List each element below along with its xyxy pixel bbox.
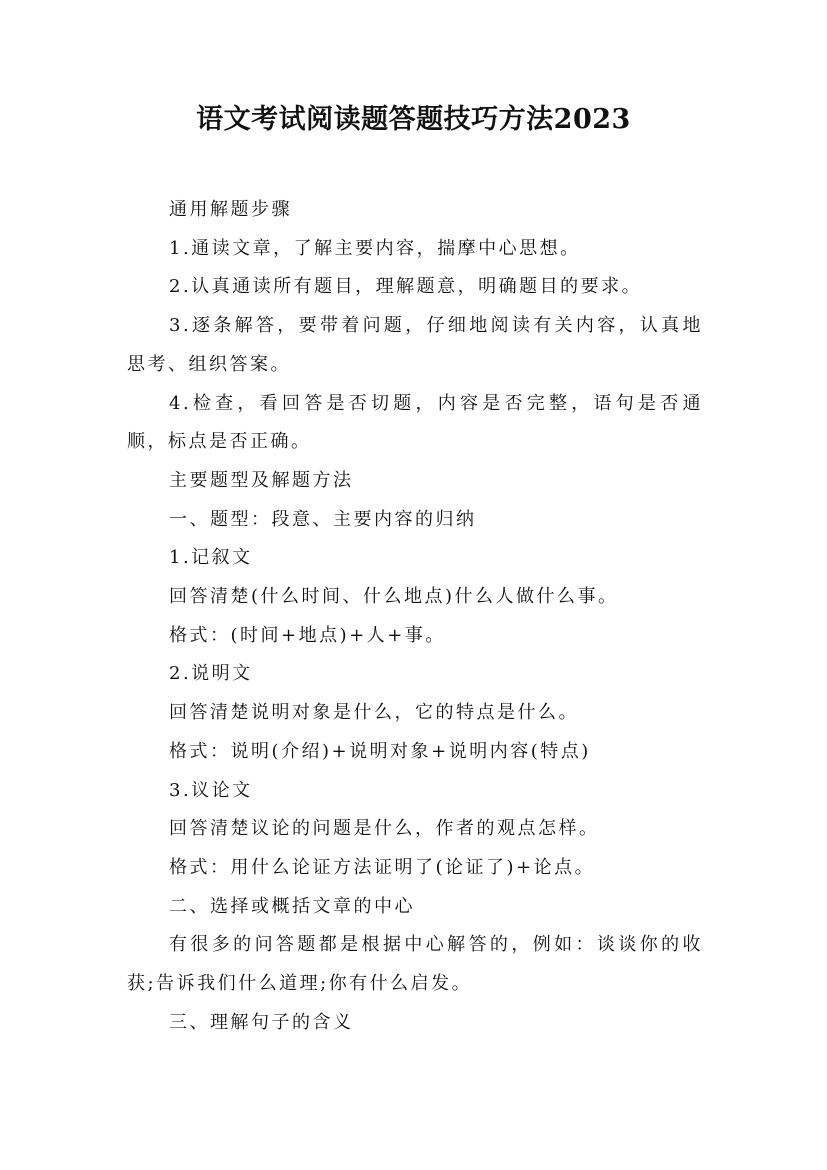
paragraph: 3.议论文 (169, 779, 253, 801)
paragraph: 格式：(时间+地点)+人+事。 (169, 624, 446, 646)
paragraph: 2.认真通读所有题目，理解题意，明确题目的要求。 (169, 276, 643, 298)
paragraph: 1.记叙文 (169, 547, 253, 569)
paragraph: 回答清楚议论的问题是什么，作者的观点怎样。 (169, 818, 600, 840)
paragraph: 回答清楚(什么时间、什么地点)什么人做什么事。 (169, 586, 619, 608)
document-body (127, 191, 703, 1042)
paragraph: 主要题型及解题方法 (169, 469, 354, 491)
paragraph: 4.检查，看回答是否切题，内容是否完整，语句是否通顺，标点是否正确。 (127, 392, 703, 453)
paragraph: 2.说明文 (169, 663, 253, 685)
paragraph: 三、理解句子的含义 (169, 1011, 354, 1033)
paragraph: 一、题型：段意、主要内容的归纳 (169, 508, 477, 530)
paragraph: 回答清楚说明对象是什么，它的特点是什么。 (169, 702, 579, 724)
paragraph: 格式：说明(介绍)+说明对象+说明内容(特点) (169, 740, 591, 762)
paragraph: 通用解题步骤 (169, 199, 292, 220)
paragraph: 1.通读文章，了解主要内容，揣摩中心思想。 (169, 237, 581, 259)
paragraph: 格式：用什么论证方法证明了(论证了)+论点。 (169, 856, 596, 878)
document-title: 语文考试阅读题答题技巧方法2023 (196, 104, 631, 135)
paragraph: 二、选择或概括文章的中心 (169, 895, 415, 917)
paragraph: 3.逐条解答，要带着问题，仔细地阅读有关内容，认真地思考、组织答案。 (127, 315, 703, 375)
paragraph: 有很多的问答题都是根据中心解答的，例如：谈谈你的收获;告诉我们什么道理;你有什么启发。 (127, 934, 703, 995)
